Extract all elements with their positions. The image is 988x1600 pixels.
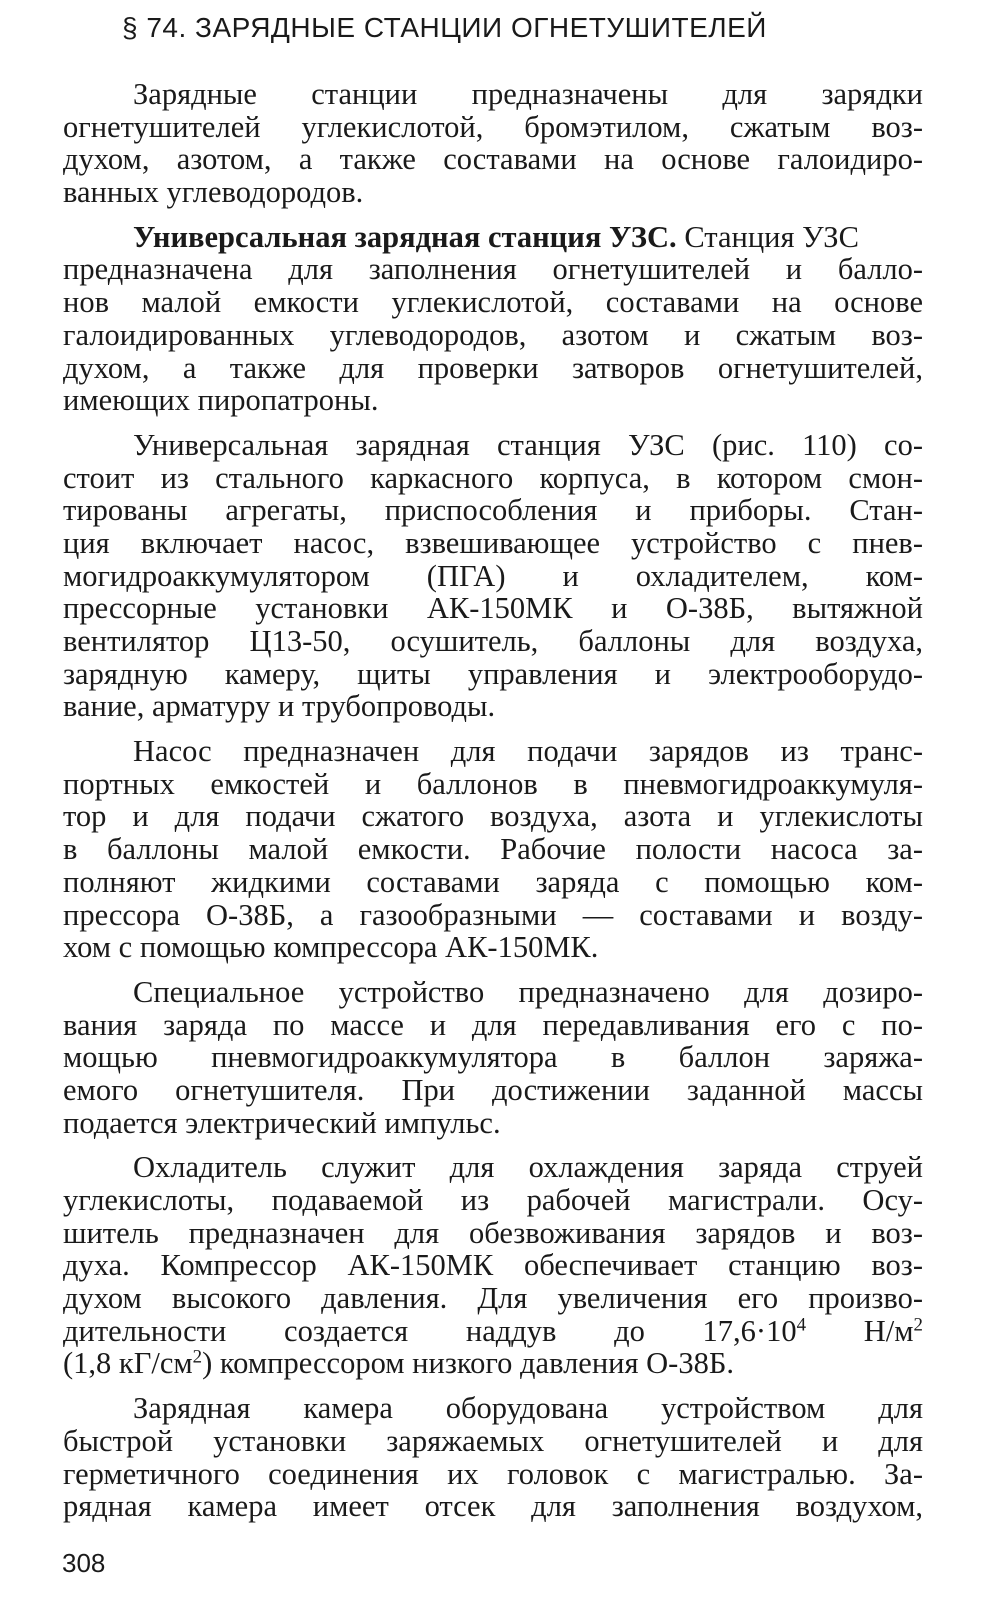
text-line: духа. Компрессор АК-150МК обеспечивает станцию воз- (63, 1248, 923, 1283)
text-line: Охладитель служит для охлаждения заряда струей (133, 1150, 923, 1185)
text-line: полняют жидкими составами заряда с помощью ком- (63, 864, 923, 899)
text-line: прессора О-38Б, а газообразными — составами и возду- (63, 897, 923, 932)
text-line: ция включает насос, взвешивающее устройство с пнев- (63, 525, 923, 560)
paragraph-7 (63, 1392, 923, 1523)
text-line: емого огнетушителя. При достижении заданной массы (63, 1072, 923, 1107)
text-line: тор и для подачи сжатого воздуха, азота и углекислоты (63, 799, 923, 834)
paragraph-6 (63, 1151, 923, 1380)
text-line: могидроаккумулятором (ПГА) и охладителем, ком- (63, 558, 923, 593)
paragraph-5 (63, 976, 923, 1139)
text-line: стоит из стального каркасного корпуса, в котором смон- (63, 460, 923, 495)
text-line: рядная камера имеет отсек для заполнения воздухом, (63, 1489, 923, 1524)
paragraph-3 (63, 429, 923, 723)
text-line: тированы агрегаты, приспособления и приборы. Стан- (63, 493, 923, 528)
page-number: 308 (62, 1548, 106, 1578)
text-line: огнетушителей углекислотой, бромэтилом, сжатым воз- (63, 109, 923, 144)
text-line: предназначена для заполнения огнетушителей и балло- (63, 252, 923, 287)
text-run: дительности создается наддув до 17,6·10 (63, 1313, 797, 1348)
section-title: § 74. ЗАРЯДНЫЕ СТАНЦИИ ОГНЕТУШИТЕЛЕЙ (122, 12, 767, 43)
text-line: Зарядная камера оборудована устройством для (133, 1391, 923, 1426)
paragraph-1 (63, 78, 923, 209)
body-text (63, 78, 923, 1523)
superscript: 2 (913, 1314, 923, 1336)
text-run: (1,8 кГ/см (63, 1346, 193, 1381)
text-line: духом, азотом, а также составами на основе галоидиро- (63, 142, 923, 177)
text-line: подается электрический импульс. (63, 1105, 501, 1140)
paragraph-4 (63, 735, 923, 964)
text-line: Зарядные станции предназначены для зарядки (133, 77, 923, 111)
superscript: 2 (192, 1347, 203, 1369)
text-line: Универсальная зарядная станция УЗС (рис. 110) со- (133, 427, 923, 462)
text-line: зарядную камеру, щиты управления и электрооборудо- (63, 656, 923, 691)
text-line: мощью пневмогидроаккумулятора в баллон заряжа- (63, 1040, 923, 1075)
text-line: герметичного соединения их головок с магистралью. За- (63, 1456, 923, 1491)
text-run: Н/м (806, 1313, 914, 1348)
bold-lead: Универсальная зарядная станция УЗС. (133, 219, 677, 254)
text-line: шитель предназначен для обезвоживания зарядов и воз- (63, 1215, 923, 1250)
text-line: прессорные установки АК-150МК и О-38Б, вытяжной (63, 591, 923, 626)
text-line: портных емкостей и баллонов в пневмогидроаккумуля- (63, 766, 923, 801)
text-line: имеющих пиропатроны. (63, 383, 379, 418)
text-line: хом с помощью компрессора АК-150МК. (63, 930, 599, 965)
text-line: нов малой емкости углекислотой, составами на основе (63, 285, 923, 320)
text-line: углекислоты, подаваемой из рабочей магистрали. Осу- (63, 1183, 923, 1217)
text-run: ) компрессором низкого давления О-38Б. (202, 1346, 734, 1381)
text-line: Специальное устройство предназначено для дозиро- (133, 974, 923, 1009)
paragraph-2 (63, 221, 923, 417)
text-run: Станция УЗС (676, 219, 859, 254)
text-line: быстрой установки заряжаемых огнетушителей и для (63, 1423, 923, 1458)
text-line: ванных углеводородов. (63, 175, 364, 210)
text-line: духом, а также для проверки затворов огнетушителей, (63, 350, 923, 385)
text-line (63, 1347, 923, 1380)
superscript: 4 (796, 1314, 807, 1336)
text-line: вания заряда по массе и для передавливания его с по- (63, 1007, 923, 1042)
text-line (63, 1315, 923, 1348)
text-line: Насос предназначен для подачи зарядов из транс- (133, 734, 923, 769)
text-line (63, 221, 923, 254)
text-line: вание, арматуру и трубопроводы. (63, 689, 496, 724)
text-line: духом высокого давления. Для увеличения его произво- (63, 1281, 923, 1316)
text-line: в баллоны малой емкости. Рабочие полости насоса за- (63, 832, 923, 867)
text-line: галоидированных углеводородов, азотом и сжатым воз- (63, 317, 923, 352)
text-line: вентилятор Ц13-50, осушитель, баллоны для воздуха, (63, 624, 923, 658)
